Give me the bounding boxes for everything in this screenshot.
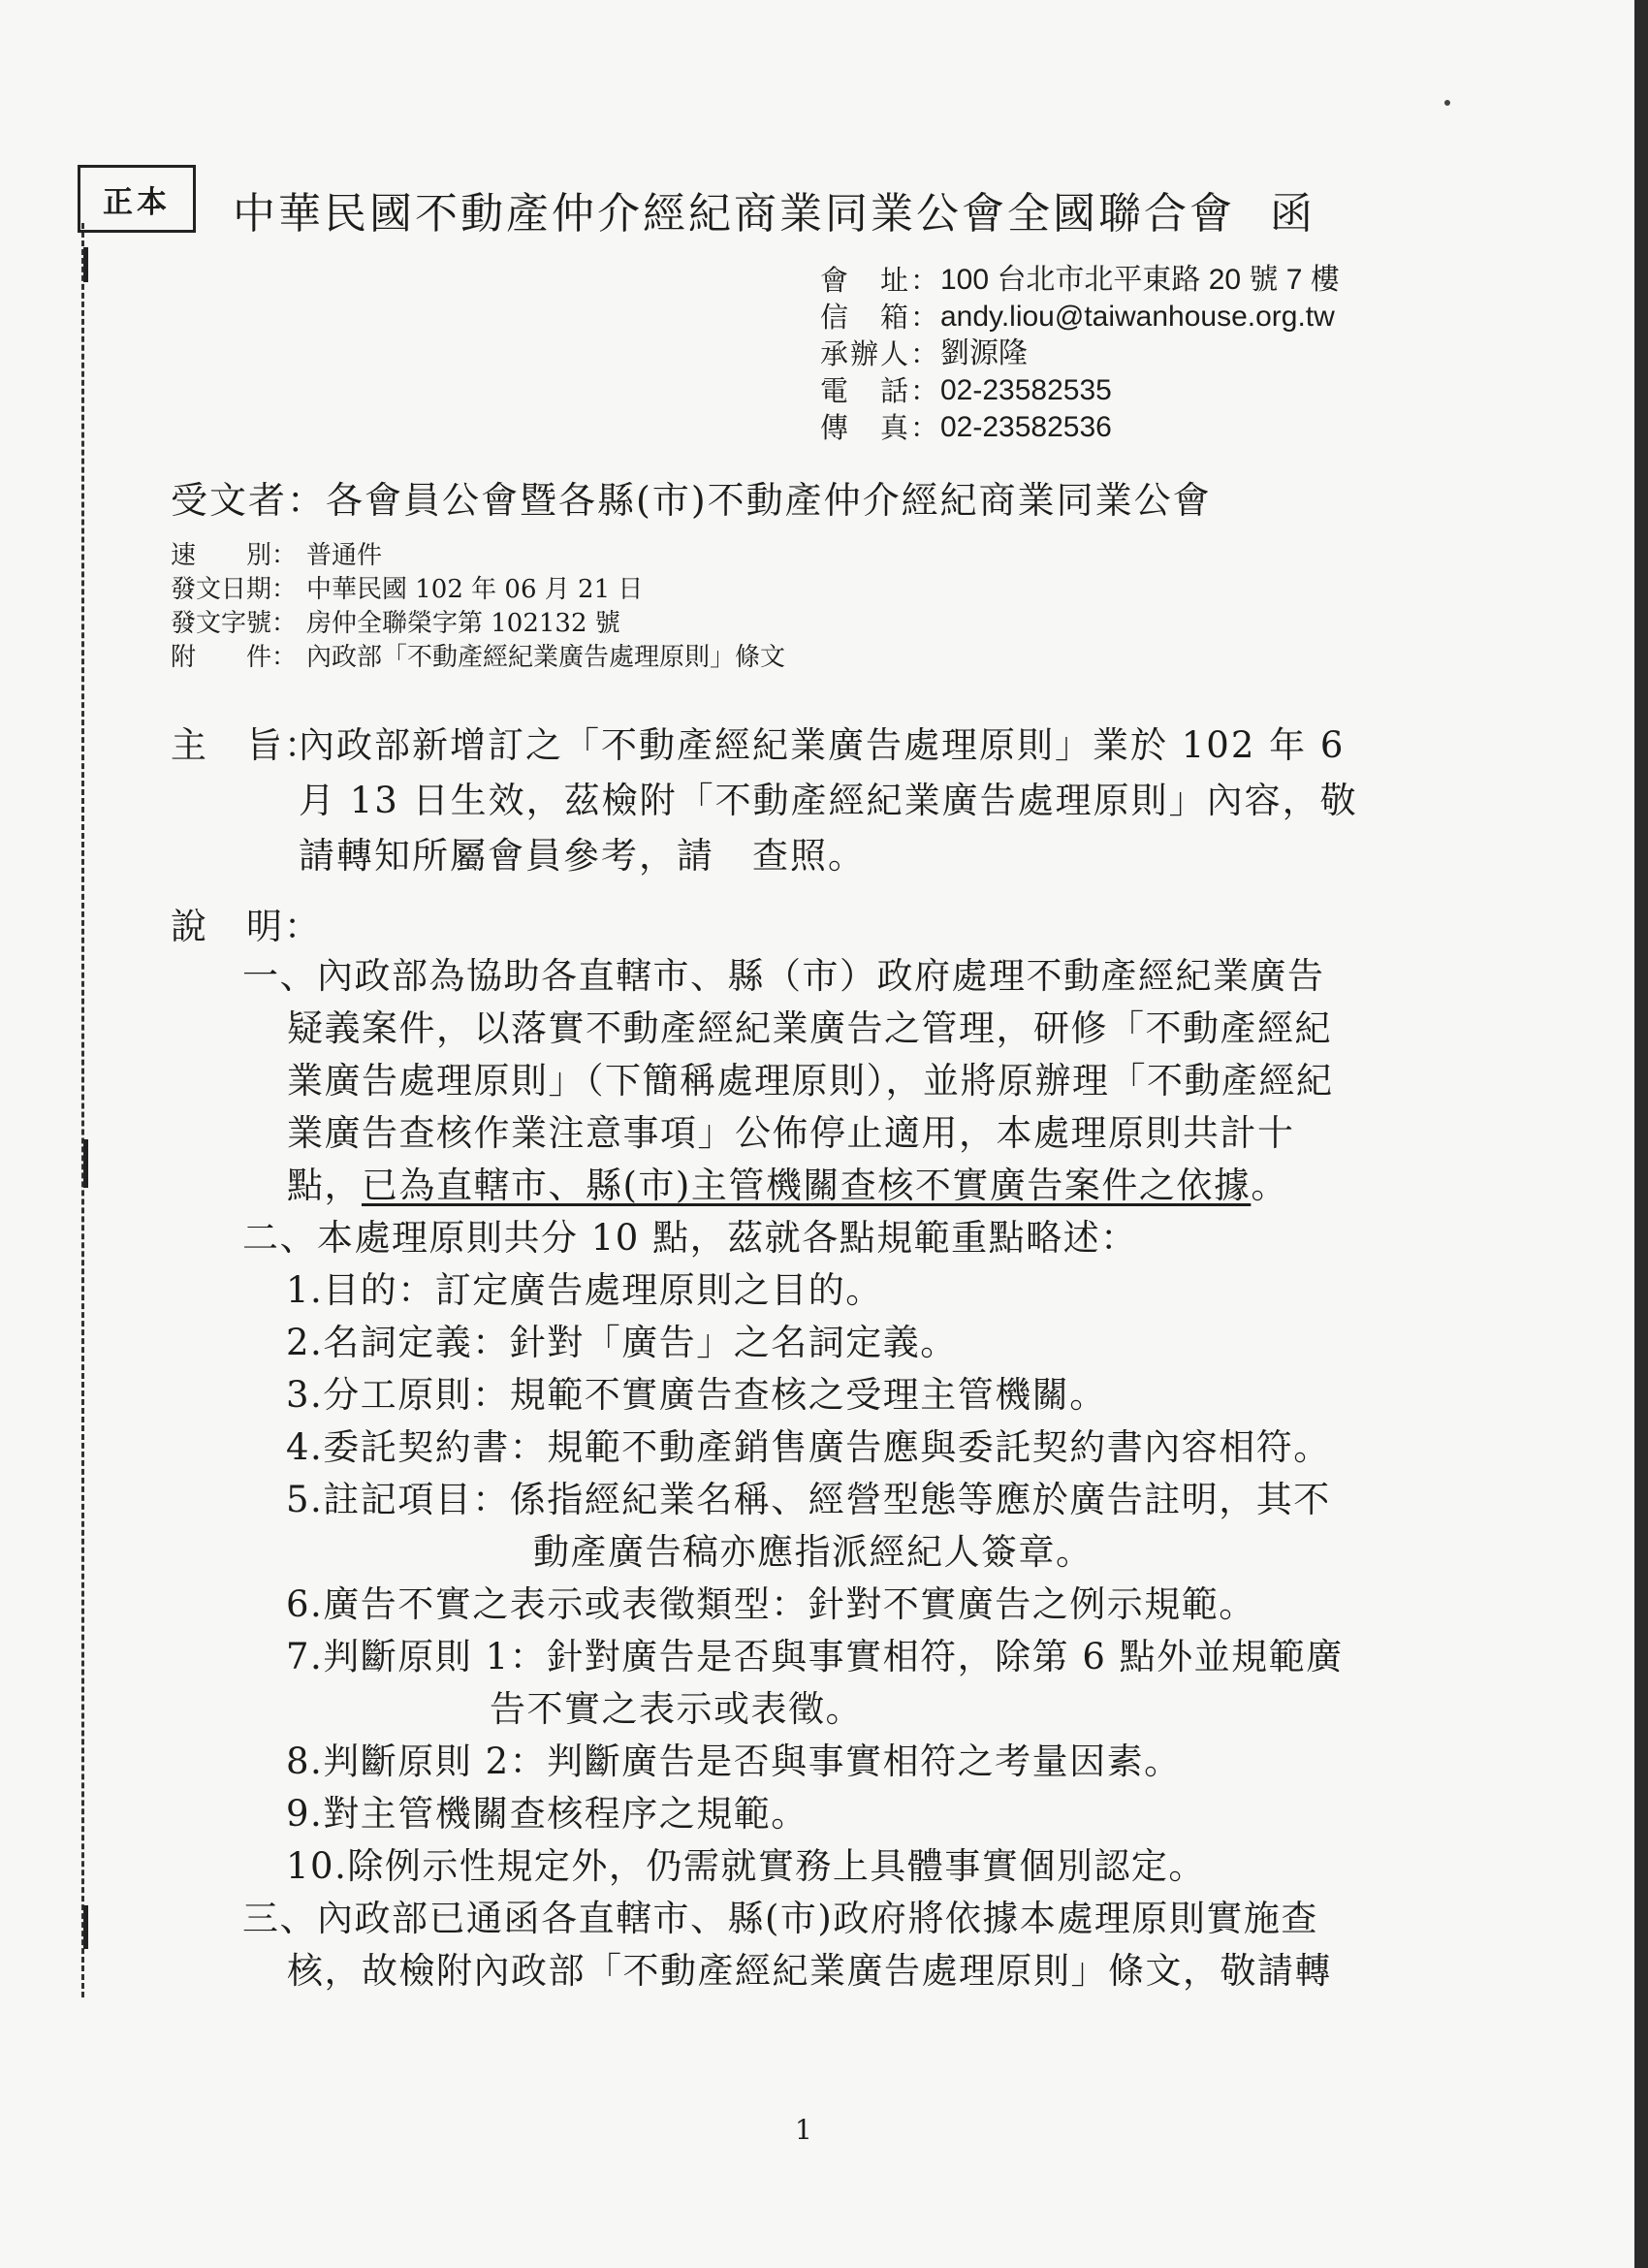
item2-point: 6.廣告不實之表示或表徵類型：針對不實廣告之例示規範。 (286, 1583, 1256, 1625)
document-meta (171, 539, 785, 675)
document-type: 函 (1270, 189, 1313, 239)
item1-line: 業廣告查核作業注意事項」公佈停止適用，本處理原則共計十 (287, 1112, 1295, 1154)
item2-point: 10.除例示性規定外，仍需就實務上具體事實個別認定。 (286, 1845, 1206, 1887)
binding-mark (83, 247, 88, 282)
subject-body (299, 718, 1481, 883)
contact-person (820, 335, 1340, 372)
contact-value: 02-23582535 (940, 374, 1112, 406)
item3-line: 核，故檢附內政部「不動產經紀業廣告處理原則」條文，敬請轉 (287, 1950, 1332, 1992)
meta-value: 普通件 (306, 541, 383, 570)
meta-label: 速 別： (171, 541, 298, 570)
item1-line: 疑義案件，以落實不動產經紀業廣告之管理，研修「不動產經紀 (287, 1007, 1332, 1049)
scan-edge (1634, 0, 1648, 2268)
item2-point: 1.目的：訂定廣告處理原則之目的。 (286, 1269, 883, 1311)
item1-line: 一、內政部為協助各直轄市、縣（市）政府處理不動產經紀業廣告 (242, 955, 1325, 997)
item2-point: 5.註記項目：係指經紀業名稱、經營型態等應於廣告註明，其不 (286, 1479, 1331, 1520)
contact-phone (820, 372, 1340, 409)
subject-line: 月 13 日生效，茲檢附「不動產經紀業廣告處理原則」內容，敬 (299, 780, 1358, 821)
organization-title: 中華民國不動產仲介經紀商業同業公會全國聯合會 (233, 189, 1235, 239)
item2-point-continued: 告不實之表示或表徵。 (490, 1688, 863, 1730)
item2-point: 2.名詞定義：針對「廣告」之名詞定義。 (286, 1322, 958, 1363)
contact-label: 承辦人： (820, 337, 941, 370)
subject-line: 請轉知所屬會員參考，請 查照。 (299, 835, 866, 877)
contact-label: 傳 真： (820, 411, 941, 444)
meta-label: 附 件： (171, 643, 298, 672)
scan-speck (1444, 100, 1450, 106)
subject-line: 內政部新增訂之「不動產經紀業廣告處理原則」業於 102 年 6 (299, 724, 1346, 766)
contact-label: 會 址： (820, 264, 941, 297)
contact-address (820, 262, 1340, 299)
copy-stamp: 正本 (78, 165, 196, 233)
item2-point: 9.對主管機關查核程序之規範。 (286, 1793, 808, 1835)
explanation-body (242, 950, 1425, 1997)
item1-line: 業廣告處理原則」（下簡稱處理原則），並將原辦理「不動產經紀 (287, 1060, 1334, 1102)
meta-speed (171, 539, 785, 573)
contact-value: 100 台北市北平東路 20 號 7 樓 (940, 264, 1340, 296)
contact-label: 信 箱： (820, 301, 941, 334)
meta-value: 中華民國 102 年 06 月 21 日 (306, 575, 644, 604)
meta-label: 發文字號： (171, 609, 298, 638)
contact-fax (820, 409, 1340, 446)
page-number: 1 (795, 2114, 812, 2146)
underlined-phrase: 已為直轄市、縣(市)主管機關查核不實廣告案件之依據 (362, 1165, 1252, 1206)
subject-section (171, 718, 1481, 883)
contact-label: 電 話： (820, 374, 941, 407)
item3-line: 三、內政部已通函各直轄市、縣(市)政府將依據本處理原則實施查 (242, 1898, 1318, 1939)
meta-date (171, 573, 785, 607)
binding-mark (83, 1139, 88, 1188)
meta-label: 發文日期： (171, 575, 298, 604)
recipient-line: 受文者：各會員公會暨各縣(市)不動產仲介經紀商業同業公會 (171, 479, 1212, 522)
contact-value: 02-23582536 (940, 411, 1112, 443)
meta-doc-number (171, 607, 785, 641)
item2-point: 8.判斷原則 2：判斷廣告是否與事實相符之考量因素。 (286, 1741, 1182, 1782)
item1-last-line (242, 1160, 1425, 1212)
item2-intro: 二、本處理原則共分 10 點，茲就各點規範重點略述： (242, 1217, 1138, 1259)
item2-point: 7.判斷原則 1：針對廣告是否與事實相符，除第 6 點外並規範廣 (286, 1636, 1344, 1677)
binding-dashed-line (81, 223, 84, 1997)
item1-last-prefix: 點， (287, 1165, 362, 1206)
subject-row (171, 718, 1481, 883)
meta-value: 內政部「不動產經紀業廣告處理原則」條文 (306, 643, 786, 672)
subject-label: 主 旨： (171, 724, 322, 766)
item2-point-continued: 動產廣告稿亦應指派經紀人簽章。 (533, 1531, 1093, 1573)
explanation-label: 說 明： (171, 906, 322, 947)
contact-value: andy.liou@taiwanhouse.org.tw (940, 301, 1335, 333)
contact-email (820, 299, 1340, 335)
meta-attachment (171, 641, 785, 675)
meta-value: 房仲全聯榮字第 102132 號 (306, 609, 620, 638)
item1-last-suffix: 。 (1251, 1165, 1288, 1206)
binding-mark (83, 1905, 88, 1949)
contact-value: 劉源隆 (940, 337, 1028, 369)
item2-point: 3.分工原則：規範不實廣告查核之受理主管機關。 (286, 1374, 1107, 1416)
contact-block (820, 262, 1340, 446)
item2-point: 4.委託契約書：規範不動產銷售廣告應與委託契約書內容相符。 (286, 1426, 1331, 1468)
